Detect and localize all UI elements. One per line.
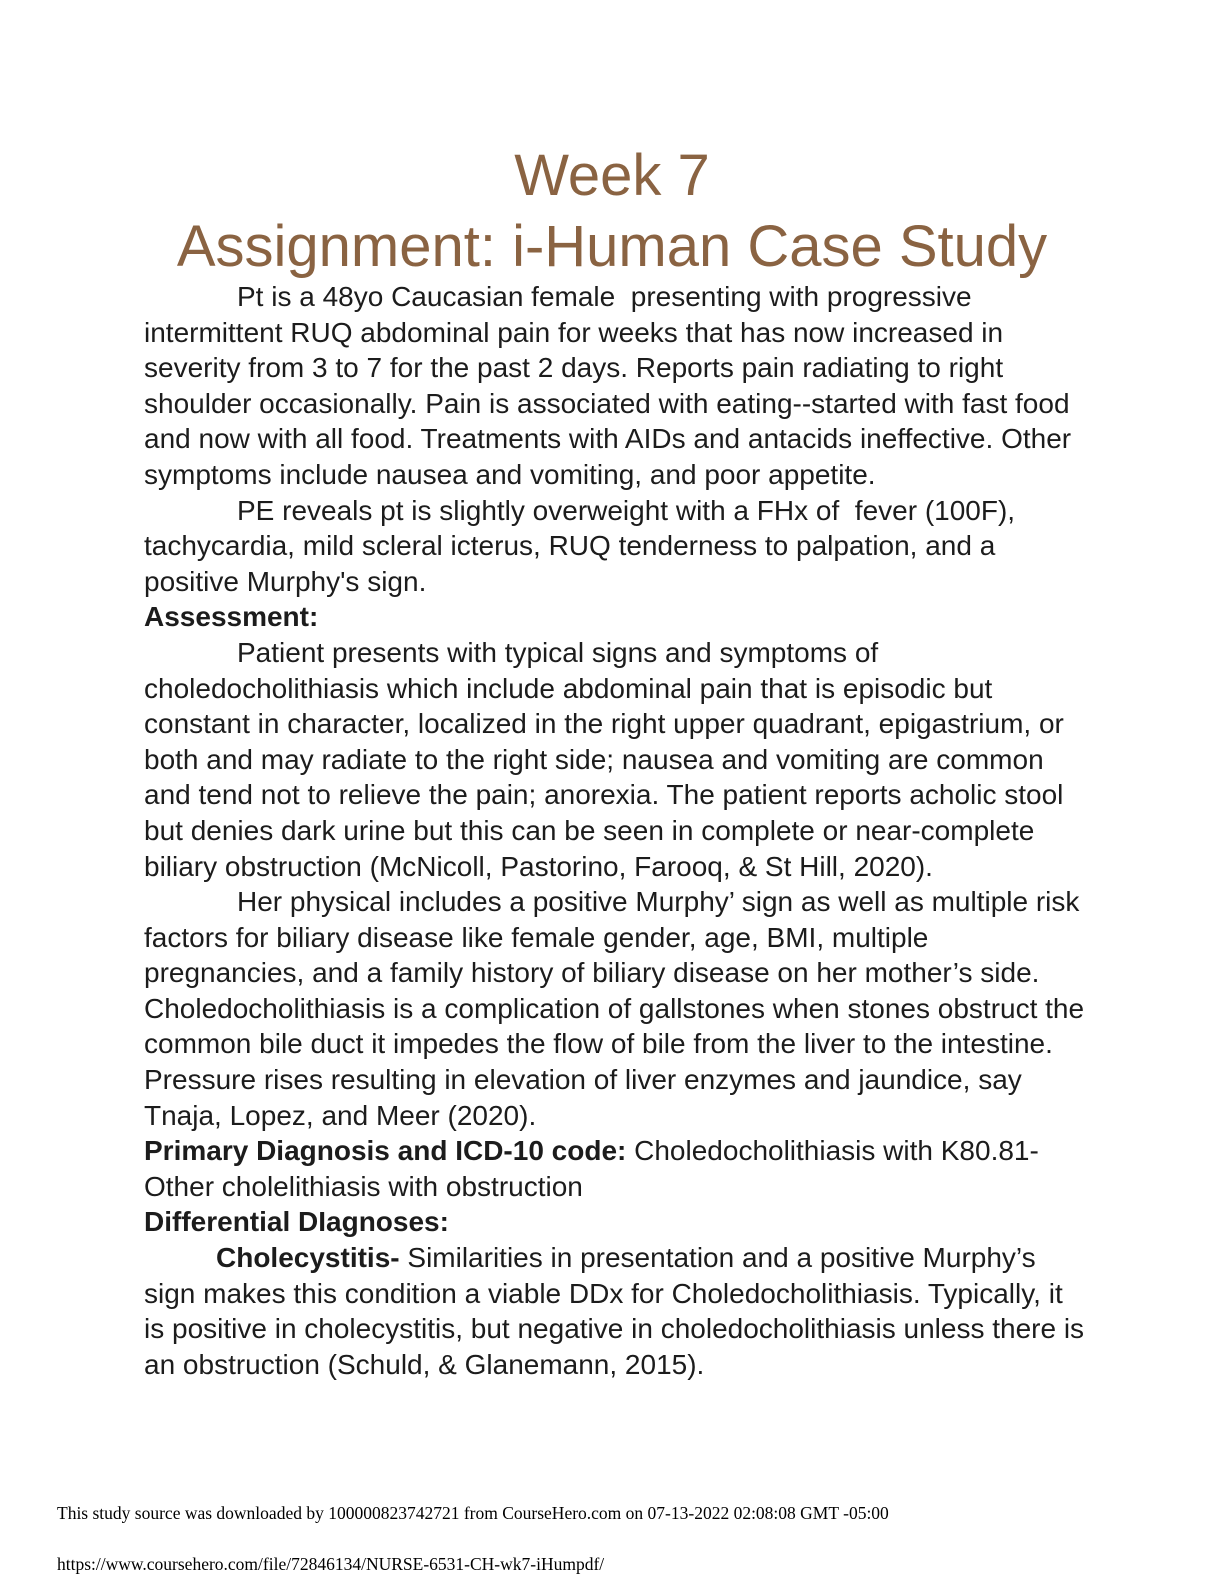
- paragraph-primary-diagnosis: [144, 1133, 1089, 1204]
- footer-source-url[interactable]: https://www.coursehero.com/file/72846134/NURSE-6531-CH-wk7-iHumpdf/: [57, 1554, 605, 1574]
- paragraph-assessment-1: Patient presents with typical signs and symptoms of choledocholithiasis which include abdominal pain that is episodic but constant in character, localized in the right upper quadrant, epigastrium, or both and may radiate to the right side; nausea and vomiting are common and tend not to relieve the pain; anorexia. The patient reports acholic stool but denies dark urine but this can be seen in complete or near-complete biliary obstruction (McNicoll, Pastorino, Farooq, & St Hill, 2020).: [144, 636, 1072, 882]
- paragraph-cholecystitis: [144, 1240, 1092, 1382]
- primary-diagnosis-text: Choledocholithiasis with K80.81- Other cholelithiasis with obstruction: [144, 1135, 1047, 1202]
- footer-download-note: This study source was downloaded by 100000823742721 from CourseHero.com on 07-13-2022 02:08:08 GMT -05:00: [57, 1503, 889, 1523]
- primary-diagnosis-label: Primary Diagnosis and ICD-10 code:: [144, 1135, 627, 1167]
- heading-assessment: Assessment:: [144, 601, 319, 633]
- title-line-2: Assignment: i-Human Case Study: [176, 214, 1048, 279]
- paragraph-hpi: Pt is a 48yo Caucasian female presenting with progressive intermittent RUQ abdominal pain for weeks that has now increased in severity from 3 to 7 for the past 2 days. Reports pain radiating to right shoulder occasionally. Pain is associated with eating--started with fast food and now with all food. Treatments with AIDs and antacids ineffective. Other symptoms include nausea and vomiting, and poor appetite.: [144, 281, 1079, 490]
- paragraph-assessment-2: Her physical includes a positive Murphy’ sign as well as multiple risk factors for biliary disease like female gender, age, BMI, multiple pregnancies, and a family history of biliary disease on her mother’s side. Choledocholithiasis is a complication of gallstones when stones obstruct the common bile duct it impedes the flow of bile from the liver to the intestine. Pressure rises resulting in elevation of liver enzymes and jaundice, say Tnaja, Lopez, and Meer (2020).: [144, 886, 1092, 1131]
- paragraph-physical-exam: PE reveals pt is slightly overweight with a FHx of fever (100F), tachycardia, mild scleral icterus, RUQ tenderness to palpation, and a positive Murphy's sign.: [144, 494, 1023, 597]
- heading-differential-diagnoses: Differential DIagnoses:: [144, 1206, 449, 1238]
- document-title: [0, 140, 1224, 282]
- title-line-1: Week 7: [514, 143, 710, 208]
- cholecystitis-text: Similarities in presentation and a positive Murphy’s sign makes this condition a viable DDx for Choledocholithiasis. Typically, it is positive in cholecystitis, but negative in choledocholithiasis unless there is an obstruction (Schuld, & Glanemann, 2015).: [144, 1242, 1092, 1380]
- document-body: [144, 279, 1092, 1382]
- cholecystitis-label: Cholecystitis-: [216, 1242, 400, 1274]
